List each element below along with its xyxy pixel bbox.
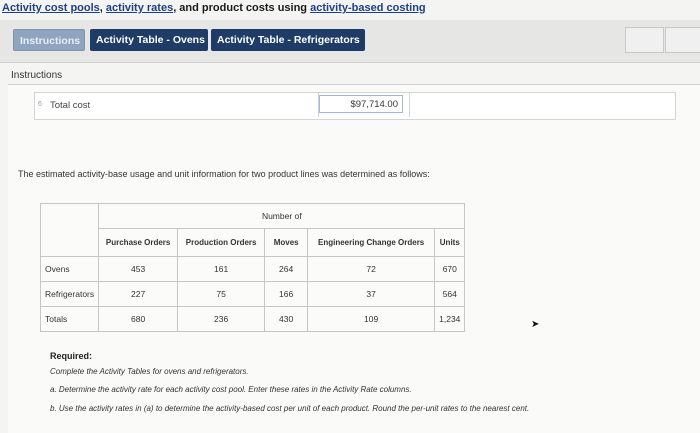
- title-link-activity-rates[interactable]: activity rates: [105, 2, 174, 14]
- row-label: Ovens: [41, 257, 99, 282]
- table-cell: 430: [265, 307, 308, 332]
- tab-instructions[interactable]: Instructions: [13, 29, 85, 51]
- table-cell: 227: [99, 282, 178, 307]
- title-sep: ,: [99, 2, 106, 14]
- table-cell: 75: [178, 282, 265, 307]
- table-cell: 453: [99, 257, 178, 282]
- total-cost-value[interactable]: $97,714.00: [319, 95, 403, 113]
- table-cell: 166: [265, 282, 308, 307]
- table-cell: 264: [265, 257, 308, 282]
- table-cell: 109: [308, 307, 435, 332]
- instructions-heading: Instructions: [11, 70, 63, 81]
- title-sep: , and product costs using: [173, 2, 311, 14]
- required-line-a: a. Determine the activity rate for each activity cost pool. Enter these rates in the Activity Rate columns.: [50, 385, 412, 394]
- group-header: Number of: [99, 204, 465, 229]
- divider: [8, 84, 700, 85]
- table-cell: 670: [435, 257, 465, 282]
- table-cell: 72: [308, 257, 435, 282]
- intro-text: The estimated activity-base usage and unit information for two product lines was determined as follows:: [18, 169, 430, 179]
- total-cost-label: Total cost: [50, 100, 91, 111]
- col-header: Purchase Orders: [99, 229, 178, 257]
- table-cell: 564: [435, 282, 465, 307]
- page-title: [2, 2, 426, 14]
- total-cost-row: [34, 92, 676, 120]
- table-cell: 37: [308, 282, 435, 307]
- table-cell: 680: [99, 307, 178, 332]
- row-label: Refrigerators: [41, 282, 99, 307]
- toolbar-box[interactable]: [625, 27, 664, 53]
- table-corner: [41, 204, 99, 257]
- table-cell: 236: [178, 307, 265, 332]
- table-cell: 1,234: [435, 307, 465, 332]
- title-link-cost-pools[interactable]: Activity cost pools: [2, 2, 100, 14]
- tab-activity-table-ovens[interactable]: Activity Table - Ovens: [90, 29, 208, 51]
- toolbar-box[interactable]: [665, 27, 700, 53]
- col-header: Units: [435, 229, 465, 257]
- mouse-cursor-icon: ➤: [531, 319, 540, 330]
- title-link-abc[interactable]: activity-based costing: [310, 2, 426, 14]
- required-heading: Required:: [50, 351, 93, 361]
- row-number: 6: [38, 101, 42, 108]
- row-label: Totals: [41, 307, 99, 332]
- total-cost-cell: [318, 93, 410, 117]
- col-header: Moves: [265, 229, 308, 257]
- col-header: Production Orders: [178, 229, 265, 257]
- required-line: Complete the Activity Tables for ovens and refrigerators.: [50, 367, 249, 376]
- activity-usage-table: [40, 203, 465, 332]
- required-line-b: b. Use the activity rates in (a) to determine the activity-based cost per unit of each product. Round the per-unit rates to the nearest cent.: [50, 404, 530, 413]
- col-header: Engineering Change Orders: [308, 229, 435, 257]
- table-cell: 161: [178, 257, 265, 282]
- tab-activity-table-refrigerators[interactable]: Activity Table - Refrigerators: [211, 29, 365, 51]
